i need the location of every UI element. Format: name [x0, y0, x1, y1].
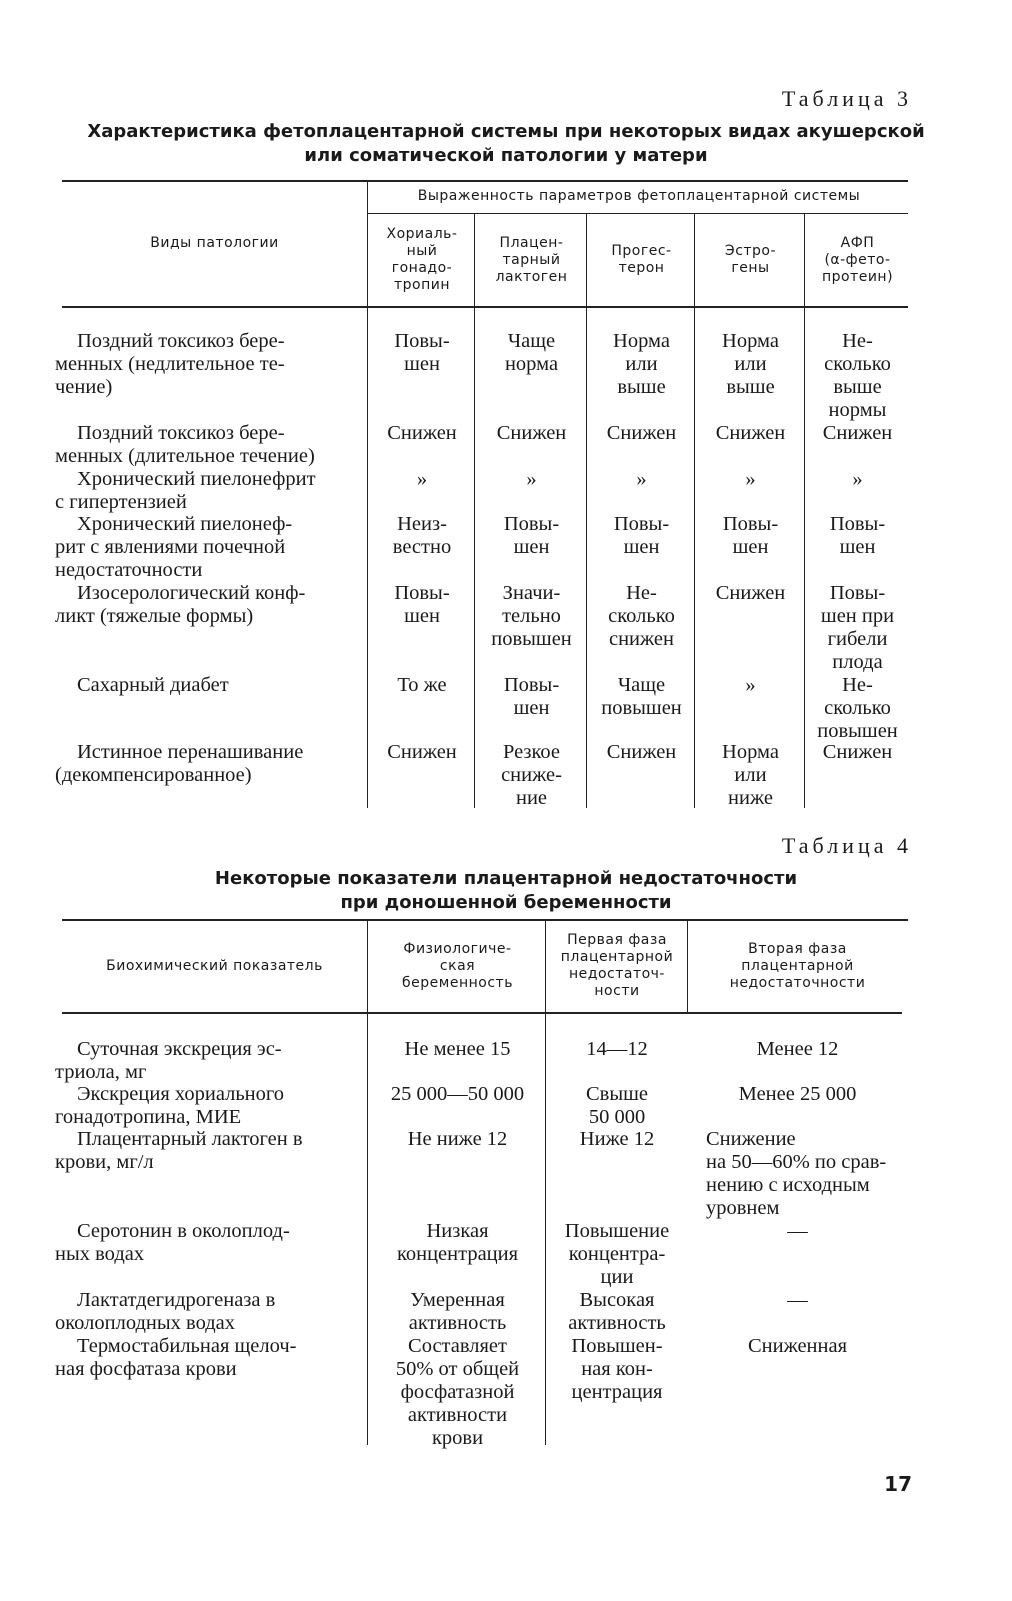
table3-cell-line: ниже: [728, 787, 773, 809]
table3-cell: [589, 674, 694, 720]
table3-cell: [807, 422, 908, 445]
table4-cell-line: Низкая: [426, 1220, 489, 1242]
table3-cell: [589, 513, 694, 559]
table3-cell-line: Снижен: [822, 422, 893, 444]
table3-cell: [477, 330, 586, 376]
table3-cell-line: Повы-: [394, 582, 450, 604]
table4-column-header-line: беременность: [402, 974, 513, 991]
table3-cell-line: Повы-: [722, 513, 779, 535]
table3-column-header-line: АФП: [840, 234, 875, 251]
table4-cell: [370, 1289, 545, 1335]
table3-cell-line: гибели: [827, 628, 888, 650]
table3-cell-line: Повы-: [394, 330, 450, 352]
table4-row-label: [55, 1289, 355, 1335]
table3-cell: [589, 468, 694, 491]
table4-cell-line: —: [787, 1289, 808, 1311]
table3-row-label-line: недостаточности: [55, 559, 203, 581]
table4-cell: [690, 1220, 905, 1243]
table4-column-header-line: Первая фаза: [567, 932, 667, 948]
table3-cell-line: Неиз-: [397, 513, 447, 535]
table3-cell: [807, 741, 908, 764]
table3-column-header-line: терон: [618, 260, 665, 276]
table3-cell-line: »: [852, 468, 863, 490]
table4-column-header: [370, 941, 545, 992]
table3-cell-line: шен: [732, 536, 769, 558]
table3-cell-line: Резкое: [502, 741, 561, 763]
table4-cell-line: —: [787, 1220, 808, 1242]
table3-cell-line: сколько: [608, 605, 675, 627]
table3-cell: [370, 582, 474, 628]
table4-cell-line: Повышение: [564, 1220, 670, 1242]
table3-cell-line: сколько: [824, 697, 891, 719]
table3-column-header-line: ный: [406, 243, 438, 259]
table3-cell: [807, 582, 908, 674]
table3-cell-line: Снижен: [715, 422, 786, 444]
table4-cell-line: Не ниже 12: [407, 1128, 508, 1150]
table3-cell-line: Не-: [842, 330, 873, 352]
table4-cell-line: 50 000: [588, 1106, 646, 1128]
table4-cell: [690, 1289, 905, 1312]
table3-cell-line: плода: [832, 651, 883, 673]
table4-cell-line: концентрация: [396, 1243, 519, 1265]
table3-cell: [370, 330, 474, 376]
table3-cell: [477, 674, 586, 720]
table4-column-header-line: ности: [594, 983, 640, 999]
table4-cell-line: центрация: [571, 1381, 663, 1403]
table4-row-label: [55, 1335, 355, 1381]
table3-cell-line: шен: [623, 536, 660, 558]
table3-cell-line: шен: [513, 697, 550, 719]
table4-col0-header: Биохимический показатель: [106, 958, 323, 974]
table3-cell-line: Не-: [842, 674, 873, 696]
table4-row-label-line: Термостабильная щелоч-: [77, 1335, 297, 1357]
table4-row-label-line: гонадотропина, МИЕ: [55, 1106, 242, 1128]
table4-col-divider: [545, 921, 546, 1445]
table3-header-rule: [62, 306, 908, 308]
table3-cell: [697, 674, 804, 697]
table3-cell-line: шен при: [820, 605, 895, 627]
table4-cell: [690, 1083, 905, 1106]
table4-cell-line: Повышен-: [571, 1335, 663, 1357]
table4-cell-line: Умеренная: [410, 1289, 505, 1311]
table3-col-divider: [804, 214, 805, 808]
table3-cell: [589, 741, 694, 764]
table4-cell-line: Высокая: [579, 1289, 655, 1311]
table4-row-label-line: Экскреция хориального: [77, 1083, 285, 1105]
table4-cell-line: Свыше: [585, 1083, 648, 1105]
table3-column-header-line: тарный: [502, 251, 561, 268]
table3-cell-line: Чаще: [507, 330, 556, 352]
table3-column-header: [370, 226, 474, 294]
table3-row-label: [55, 422, 355, 468]
table3-col0-header: Виды патологии: [150, 235, 279, 251]
table4-row-label-line: Серотонин в околоплод-: [77, 1220, 290, 1242]
table3-cell-line: нормы: [828, 399, 887, 421]
table4-row-label-line: ных водах: [55, 1243, 145, 1265]
table3-cell: [807, 674, 908, 743]
table3-cell-line: сколько: [824, 353, 891, 375]
table4-cell-line: фосфатазной: [400, 1381, 515, 1403]
table4-cell-line: 50% от общей: [395, 1358, 520, 1380]
table3-column-header-line: лактоген: [495, 268, 568, 285]
table3-cell-line: вестно: [392, 536, 452, 558]
table3-cell: [370, 513, 474, 559]
table3-cell: [370, 741, 474, 764]
table4-row-label: [55, 1220, 355, 1266]
table3-cell-line: тельно: [502, 605, 561, 627]
table3-cell-line: выше: [617, 376, 666, 398]
table4-column-header-line: Физиологиче-: [403, 940, 512, 957]
table3-cell: [697, 513, 804, 559]
table3-row-label-line: ликт (тяжелые формы): [55, 605, 254, 627]
table4-title-line2: при доношенной беременности: [340, 892, 672, 913]
table3-column-header-line: тропин: [393, 277, 450, 293]
table3-col-divider: [694, 214, 695, 808]
table3-cell-line: снижен: [608, 628, 674, 650]
table3-cell-line: шен: [513, 536, 550, 558]
table3-cell: [697, 468, 804, 491]
table3-cell-line: шен: [404, 353, 440, 375]
table3-cell-line: Повы-: [613, 513, 670, 535]
table3-cell: [589, 330, 694, 399]
table3-row-label-line: рит с явлениями почечной: [55, 536, 286, 558]
table3-label: Таблица 3: [781, 86, 912, 111]
table3-row-label-line: Хронический пиелонефрит: [77, 468, 316, 490]
table3-cell: [697, 330, 804, 399]
table4-row-label: [55, 1083, 355, 1129]
table3-cell: [807, 513, 908, 559]
table3-title: [50, 120, 962, 168]
table4-cell-line: Сниженная: [747, 1335, 848, 1357]
table4-cell: [548, 1289, 686, 1335]
table3-column-header-line: Плацен-: [499, 234, 564, 251]
table4-cell: [548, 1335, 686, 1404]
table3-top-rule: [62, 180, 908, 182]
table4-column-header-line: Вторая фаза: [748, 940, 847, 957]
table3-row-label-line: чение): [55, 376, 113, 398]
table3-cell: [477, 741, 586, 810]
table4-col-divider: [687, 921, 688, 1014]
table3-cell: [807, 468, 908, 491]
table4-row-label-line: околоплодных водах: [55, 1312, 236, 1334]
table4-cell-line: концентра-: [568, 1243, 666, 1265]
table3-cell-line: сниже-: [501, 764, 562, 786]
table3-column-header: [477, 235, 586, 286]
table4-header-rule: [62, 1012, 902, 1014]
table4-cell-line: уровнем: [706, 1197, 780, 1219]
table3-col-divider: [586, 214, 587, 808]
table3-column-header-line: Эстро-: [724, 243, 777, 259]
table3-cell-line: Повы-: [503, 513, 560, 535]
table4-cell-line: Снижение: [706, 1128, 796, 1150]
table4-row-label-line: ная фосфатаза крови: [55, 1358, 237, 1380]
table3-column-header: [697, 243, 804, 277]
table3-cell-line: повышен: [491, 628, 572, 650]
table3-cell-line: Норма: [613, 330, 670, 352]
table3-cell-line: Снижен: [387, 422, 457, 444]
table4-cell-line: активности: [407, 1404, 508, 1426]
table4-cell-line: Менее 12: [756, 1038, 839, 1060]
table3-row-label-line: Сахарный диабет: [77, 674, 229, 696]
table3-cell: [477, 513, 586, 559]
table4-column-header: [690, 941, 905, 992]
table3-cell-line: Снижен: [606, 422, 677, 444]
table3-cell-line: выше: [726, 376, 775, 398]
table3-row-label-line: менных (недлительное те-: [55, 353, 285, 375]
table3-column-header: [807, 235, 908, 286]
table3-cell-line: »: [745, 674, 756, 696]
table3-cell: [589, 582, 694, 651]
table4-cell-line: 14—12: [586, 1038, 648, 1060]
table3-cell-line: »: [526, 468, 537, 490]
table3-column-header-line: гены: [731, 260, 770, 276]
table4-column-header-line: плацентарной: [560, 949, 674, 965]
table3-column-header-line: (α-фето-: [824, 251, 891, 268]
table3-column-header-line: Хориаль-: [386, 226, 458, 242]
table3-cell-line: или: [625, 353, 658, 375]
table3-cell: [589, 422, 694, 445]
table3-cell-line: или: [734, 764, 767, 786]
table3-title-line1: Характеристика фетоплацентарной системы при некоторых видах акушерской: [87, 121, 925, 142]
table3-title-line2: или соматической патологии у матери: [304, 145, 708, 166]
table3-column-header-line: гонадо-: [391, 260, 453, 276]
table3-column-header: [589, 243, 694, 277]
table4-top-rule: [62, 919, 908, 921]
table3-row-label-line: менных (длительное течение): [55, 445, 315, 467]
table3-cell-line: Значи-: [502, 582, 561, 604]
table3-cell: [697, 422, 804, 445]
table3-cell: [697, 741, 804, 810]
table3-cell: [370, 674, 474, 697]
table3-row-label-line: Поздний токсикоз бере-: [77, 422, 285, 444]
table3-cell-line: или: [734, 353, 767, 375]
table3-cell-line: Снижен: [822, 741, 893, 763]
table4-cell: [370, 1335, 545, 1450]
table4-cell-line: Не менее 15: [404, 1038, 511, 1060]
table3-cell-line: Снижен: [715, 582, 786, 604]
table3-cell-line: Повы-: [503, 674, 560, 696]
table4-cell: [548, 1128, 686, 1151]
table3-row-label: [55, 582, 355, 628]
table4-title-line1: Некоторые показатели плацентарной недостаточности: [214, 868, 798, 889]
table4-cell: [370, 1128, 545, 1151]
table4-cell-line: ции: [600, 1266, 634, 1288]
table4-cell-line: ная кон-: [581, 1358, 653, 1380]
table4-row-label-line: крови, мг/л: [55, 1151, 154, 1173]
table3-cell-line: Снижен: [496, 422, 567, 444]
table4-column-header: [548, 932, 686, 1000]
table3-row-label-line: с гипертензией: [55, 491, 187, 513]
table3-row-label: [55, 468, 355, 514]
table4-cell: [548, 1038, 686, 1061]
table3-cell-line: Повы-: [829, 513, 886, 535]
table3-cell-line: выше: [833, 376, 882, 398]
table4-row-label-line: Плацентарный лактоген в: [77, 1128, 303, 1150]
table3-cell: [477, 468, 586, 491]
table4-cell-line: Ниже 12: [579, 1128, 655, 1150]
table3-row-label: [55, 513, 355, 582]
table3-row-label-line: Поздний токсикоз бере-: [77, 330, 285, 352]
table3-cell: [807, 330, 908, 422]
table3-cell-line: Чаще: [617, 674, 666, 696]
table4-cell: [370, 1083, 545, 1106]
table4-row-label-line: триола, мг: [55, 1061, 147, 1083]
table3-col-divider: [367, 182, 368, 808]
table4-column-header-line: ская: [439, 957, 476, 974]
table3-cell-line: »: [636, 468, 647, 490]
table4-row-label: [55, 1128, 355, 1174]
table3-col-divider: [474, 214, 475, 808]
table3-cell: [697, 582, 804, 605]
table4-cell: [370, 1038, 545, 1061]
table3-cell-line: Снижен: [606, 741, 677, 763]
table4-cell-line: активность: [408, 1312, 507, 1334]
table3-cell-line: повышен: [601, 697, 682, 719]
table3-row-label-line: Истинное перенашивание: [77, 741, 304, 763]
table3-cell-line: повышен: [817, 720, 898, 742]
table3-cell-line: ние: [515, 787, 548, 809]
table3-cell-line: Норма: [722, 741, 779, 763]
table3-row-label: [55, 741, 355, 787]
table4-column-header-line: плацентарной: [741, 957, 854, 974]
table4-column-header-line: недостаточности: [729, 974, 866, 991]
table3-cell: [370, 468, 474, 491]
table3-cell-line: То же: [397, 674, 447, 696]
table3-column-header-line: протеин): [821, 268, 894, 285]
table3-row-label: [55, 330, 355, 399]
table4-cell: [690, 1335, 905, 1358]
table3-cell-line: норма: [504, 353, 559, 375]
table4-title: [50, 867, 962, 915]
table4-cell: [690, 1038, 905, 1061]
table4-cell-line: Составляет: [408, 1335, 507, 1357]
table4-cell: [548, 1083, 686, 1129]
table3-cell: [370, 422, 474, 445]
table3-cell-line: Не-: [626, 582, 657, 604]
table3-group-header: Выраженность параметров фетоплацентарной системы: [417, 188, 861, 204]
table3-row-label-line: (декомпенсированное): [55, 764, 252, 786]
table3-row-label-line: Хронический пиелонеф-: [77, 513, 293, 535]
table3-cell-line: Повы-: [829, 582, 886, 604]
table4-cell-line: нению с исходным: [706, 1174, 870, 1196]
table4-cell-line: 25 000—50 000: [390, 1083, 525, 1105]
page-number: 17: [884, 1472, 912, 1496]
table3-cell-line: шен: [839, 536, 876, 558]
table3-cell-line: шен: [404, 605, 440, 627]
table4-cell-line: активность: [568, 1312, 666, 1334]
table4-col-divider: [367, 921, 368, 1445]
table3-cell-line: »: [745, 468, 756, 490]
table4-cell: [706, 1128, 916, 1220]
table4-cell-line: на 50—60% по срав-: [706, 1151, 887, 1173]
table4-row-label: [55, 1038, 355, 1084]
table4-label: Таблица 4: [781, 833, 912, 858]
table3-cell-line: Норма: [722, 330, 779, 352]
table4-cell: [370, 1220, 545, 1266]
table4-cell-line: крови: [431, 1427, 484, 1449]
table3-column-header-line: Прогес-: [611, 243, 672, 259]
table3-cell-line: Снижен: [387, 741, 457, 763]
table3-row-label-line: Изосерологический конф-: [77, 582, 306, 604]
table4-row-label-line: Лактатдегидрогеназа в: [77, 1289, 276, 1311]
table4-cell: [548, 1220, 686, 1289]
table3-group-rule: [368, 213, 908, 214]
table4-row-label-line: Суточная экскреция эс-: [77, 1038, 282, 1060]
table4-cell-line: Менее 25 000: [738, 1083, 857, 1105]
table3-cell: [477, 582, 586, 651]
table3-row-label: [55, 674, 355, 697]
table4-column-header-line: недостаточ-: [569, 966, 665, 982]
table3-cell: [477, 422, 586, 445]
table3-cell-line: »: [416, 468, 428, 490]
